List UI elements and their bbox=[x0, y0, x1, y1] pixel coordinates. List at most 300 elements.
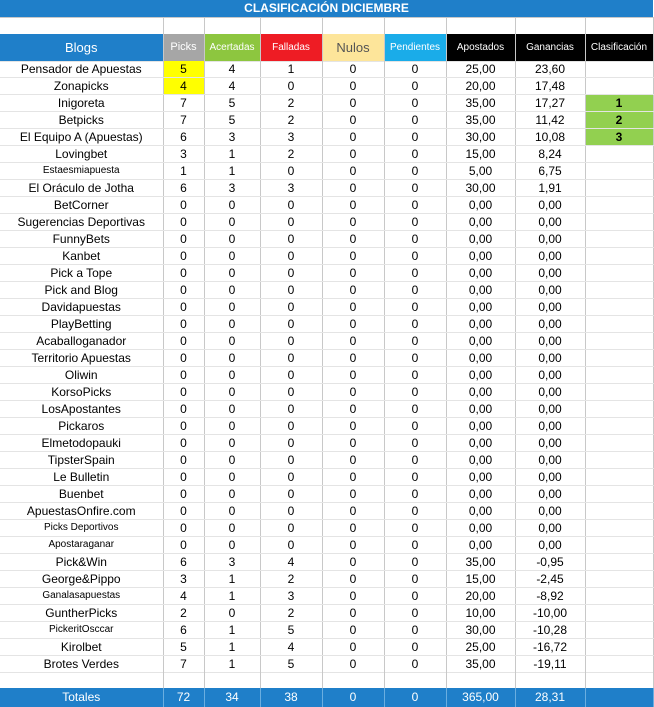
cell-blog[interactable]: Davidapuestas bbox=[0, 299, 163, 316]
cell-apostados[interactable]: 20,00 bbox=[446, 78, 515, 95]
cell-falladas[interactable]: 0 bbox=[260, 435, 322, 452]
cell-apostados[interactable]: 0,00 bbox=[446, 384, 515, 401]
cell-nulos[interactable]: 0 bbox=[322, 605, 384, 622]
cell-pendientes[interactable]: 0 bbox=[384, 571, 446, 588]
cell-blog[interactable]: PlayBetting bbox=[0, 316, 163, 333]
cell-clasificacion[interactable] bbox=[585, 486, 653, 503]
cell-clasificacion[interactable] bbox=[585, 520, 653, 537]
cell-nulos[interactable]: 0 bbox=[322, 588, 384, 605]
cell-pendientes[interactable]: 0 bbox=[384, 163, 446, 180]
cell-ganancias[interactable]: 0,00 bbox=[515, 469, 585, 486]
cell-acertadas[interactable]: 0 bbox=[204, 214, 260, 231]
cell-pendientes[interactable]: 0 bbox=[384, 537, 446, 554]
cell-falladas[interactable]: 0 bbox=[260, 78, 322, 95]
cell-acertadas[interactable]: 0 bbox=[204, 316, 260, 333]
cell-picks[interactable]: 0 bbox=[163, 520, 204, 537]
cell-falladas[interactable]: 0 bbox=[260, 367, 322, 384]
cell-pendientes[interactable]: 0 bbox=[384, 316, 446, 333]
cell-ganancias[interactable]: -19,11 bbox=[515, 656, 585, 673]
cell-pendientes[interactable]: 0 bbox=[384, 112, 446, 129]
cell-pendientes[interactable]: 0 bbox=[384, 95, 446, 112]
cell-acertadas[interactable]: 3 bbox=[204, 180, 260, 197]
cell-pendientes[interactable]: 0 bbox=[384, 146, 446, 163]
cell-clasificacion[interactable] bbox=[585, 469, 653, 486]
cell-picks[interactable]: 0 bbox=[163, 435, 204, 452]
cell-nulos[interactable]: 0 bbox=[322, 95, 384, 112]
cell-acertadas[interactable]: 0 bbox=[204, 486, 260, 503]
cell-blog[interactable]: Betpicks bbox=[0, 112, 163, 129]
cell-nulos[interactable]: 0 bbox=[322, 554, 384, 571]
cell-blog[interactable]: Ganalasapuestas bbox=[0, 588, 163, 605]
cell-blog[interactable]: Pick and Blog bbox=[0, 282, 163, 299]
cell-clasificacion[interactable] bbox=[585, 452, 653, 469]
cell-pendientes[interactable]: 0 bbox=[384, 469, 446, 486]
cell-clasificacion[interactable] bbox=[585, 401, 653, 418]
cell-ganancias[interactable]: 0,00 bbox=[515, 231, 585, 248]
cell-pendientes[interactable]: 0 bbox=[384, 180, 446, 197]
cell-acertadas[interactable]: 4 bbox=[204, 78, 260, 95]
cell-clasificacion[interactable] bbox=[585, 656, 653, 673]
cell-acertadas[interactable]: 1 bbox=[204, 163, 260, 180]
cell-ganancias[interactable]: 8,24 bbox=[515, 146, 585, 163]
cell-apostados[interactable]: 0,00 bbox=[446, 469, 515, 486]
cell-pendientes[interactable]: 0 bbox=[384, 282, 446, 299]
cell-nulos[interactable]: 0 bbox=[322, 180, 384, 197]
totals-apostados[interactable]: 365,00 bbox=[446, 688, 515, 707]
cell-acertadas[interactable]: 0 bbox=[204, 384, 260, 401]
cell-ganancias[interactable]: 23,60 bbox=[515, 61, 585, 78]
cell-acertadas[interactable]: 0 bbox=[204, 299, 260, 316]
cell-falladas[interactable]: 2 bbox=[260, 146, 322, 163]
cell-clasificacion[interactable] bbox=[585, 248, 653, 265]
cell-acertadas[interactable]: 1 bbox=[204, 588, 260, 605]
header-acertadas[interactable]: Acertadas bbox=[204, 34, 260, 62]
cell-blog[interactable]: Sugerencias Deportivas bbox=[0, 214, 163, 231]
cell-apostados[interactable]: 30,00 bbox=[446, 622, 515, 639]
cell-apostados[interactable]: 0,00 bbox=[446, 435, 515, 452]
cell-picks[interactable]: 0 bbox=[163, 333, 204, 350]
cell-ganancias[interactable]: -8,92 bbox=[515, 588, 585, 605]
cell-apostados[interactable]: 35,00 bbox=[446, 554, 515, 571]
cell-ganancias[interactable]: 0,00 bbox=[515, 452, 585, 469]
cell-ganancias[interactable]: 0,00 bbox=[515, 435, 585, 452]
cell-ganancias[interactable]: 1,91 bbox=[515, 180, 585, 197]
cell-ganancias[interactable]: 6,75 bbox=[515, 163, 585, 180]
cell-blog[interactable]: Le Bulletin bbox=[0, 469, 163, 486]
cell-falladas[interactable]: 3 bbox=[260, 129, 322, 146]
cell-acertadas[interactable]: 0 bbox=[204, 418, 260, 435]
cell-picks[interactable]: 0 bbox=[163, 418, 204, 435]
cell-blog[interactable]: BetCorner bbox=[0, 197, 163, 214]
cell-picks[interactable]: 0 bbox=[163, 265, 204, 282]
cell-nulos[interactable]: 0 bbox=[322, 520, 384, 537]
cell-nulos[interactable]: 0 bbox=[322, 248, 384, 265]
cell-acertadas[interactable]: 0 bbox=[204, 350, 260, 367]
cell-clasificacion[interactable] bbox=[585, 367, 653, 384]
cell-ganancias[interactable]: 0,00 bbox=[515, 503, 585, 520]
cell-apostados[interactable]: 5,00 bbox=[446, 163, 515, 180]
cell-apostados[interactable]: 10,00 bbox=[446, 605, 515, 622]
cell-apostados[interactable]: 0,00 bbox=[446, 486, 515, 503]
cell-ganancias[interactable]: 0,00 bbox=[515, 197, 585, 214]
cell-acertadas[interactable]: 4 bbox=[204, 61, 260, 78]
cell-clasificacion[interactable] bbox=[585, 503, 653, 520]
cell-nulos[interactable]: 0 bbox=[322, 231, 384, 248]
cell-nulos[interactable]: 0 bbox=[322, 333, 384, 350]
cell-clasificacion[interactable] bbox=[585, 639, 653, 656]
cell-nulos[interactable]: 0 bbox=[322, 129, 384, 146]
cell-picks[interactable]: 2 bbox=[163, 605, 204, 622]
cell-nulos[interactable]: 0 bbox=[322, 435, 384, 452]
cell-apostados[interactable]: 0,00 bbox=[446, 214, 515, 231]
cell-blog[interactable]: Territorio Apuestas bbox=[0, 350, 163, 367]
cell-nulos[interactable]: 0 bbox=[322, 146, 384, 163]
cell-picks[interactable]: 0 bbox=[163, 214, 204, 231]
cell-ganancias[interactable]: 0,00 bbox=[515, 333, 585, 350]
cell-blog[interactable]: El Equipo A (Apuestas) bbox=[0, 129, 163, 146]
cell-falladas[interactable]: 0 bbox=[260, 537, 322, 554]
cell-acertadas[interactable]: 0 bbox=[204, 197, 260, 214]
cell-acertadas[interactable]: 0 bbox=[204, 248, 260, 265]
totals-nulos[interactable]: 0 bbox=[322, 688, 384, 707]
cell-clasificacion[interactable] bbox=[585, 333, 653, 350]
cell-picks[interactable]: 0 bbox=[163, 384, 204, 401]
cell-picks[interactable]: 7 bbox=[163, 656, 204, 673]
cell-falladas[interactable]: 0 bbox=[260, 452, 322, 469]
cell-picks[interactable]: 0 bbox=[163, 401, 204, 418]
cell-picks[interactable]: 1 bbox=[163, 163, 204, 180]
cell-blog[interactable]: Brotes Verdes bbox=[0, 656, 163, 673]
cell-acertadas[interactable]: 1 bbox=[204, 622, 260, 639]
cell-clasificacion[interactable] bbox=[585, 571, 653, 588]
cell-picks[interactable]: 0 bbox=[163, 537, 204, 554]
cell-apostados[interactable]: 30,00 bbox=[446, 180, 515, 197]
cell-ganancias[interactable]: 0,00 bbox=[515, 350, 585, 367]
cell-blog[interactable]: ApuestasOnfire.com bbox=[0, 503, 163, 520]
cell-nulos[interactable]: 0 bbox=[322, 452, 384, 469]
cell-nulos[interactable]: 0 bbox=[322, 214, 384, 231]
cell-blog[interactable]: Picks Deportivos bbox=[0, 520, 163, 537]
cell-pendientes[interactable]: 0 bbox=[384, 452, 446, 469]
cell-blog[interactable]: Lovingbet bbox=[0, 146, 163, 163]
cell-picks[interactable]: 6 bbox=[163, 554, 204, 571]
cell-apostados[interactable]: 0,00 bbox=[446, 401, 515, 418]
cell-nulos[interactable]: 0 bbox=[322, 639, 384, 656]
cell-acertadas[interactable]: 0 bbox=[204, 537, 260, 554]
cell-picks[interactable]: 0 bbox=[163, 282, 204, 299]
cell-nulos[interactable]: 0 bbox=[322, 486, 384, 503]
cell-picks[interactable]: 6 bbox=[163, 129, 204, 146]
cell-falladas[interactable]: 0 bbox=[260, 214, 322, 231]
cell-acertadas[interactable]: 5 bbox=[204, 95, 260, 112]
cell-blog[interactable]: Elmetodopauki bbox=[0, 435, 163, 452]
cell-picks[interactable]: 0 bbox=[163, 367, 204, 384]
cell-nulos[interactable]: 0 bbox=[322, 622, 384, 639]
cell-nulos[interactable]: 0 bbox=[322, 299, 384, 316]
cell-blog[interactable]: TipsterSpain bbox=[0, 452, 163, 469]
cell-pendientes[interactable]: 0 bbox=[384, 197, 446, 214]
cell-falladas[interactable]: 4 bbox=[260, 554, 322, 571]
cell-picks[interactable]: 5 bbox=[163, 639, 204, 656]
cell-ganancias[interactable]: 0,00 bbox=[515, 265, 585, 282]
cell-acertadas[interactable]: 3 bbox=[204, 129, 260, 146]
cell-ganancias[interactable]: 0,00 bbox=[515, 486, 585, 503]
cell-picks[interactable]: 3 bbox=[163, 146, 204, 163]
cell-nulos[interactable]: 0 bbox=[322, 571, 384, 588]
cell-picks[interactable]: 0 bbox=[163, 299, 204, 316]
cell-ganancias[interactable]: 17,27 bbox=[515, 95, 585, 112]
cell-picks[interactable]: 0 bbox=[163, 231, 204, 248]
cell-acertadas[interactable]: 1 bbox=[204, 656, 260, 673]
cell-falladas[interactable]: 0 bbox=[260, 231, 322, 248]
cell-ganancias[interactable]: -0,95 bbox=[515, 554, 585, 571]
cell-falladas[interactable]: 0 bbox=[260, 418, 322, 435]
cell-apostados[interactable]: 15,00 bbox=[446, 146, 515, 163]
cell-pendientes[interactable]: 0 bbox=[384, 639, 446, 656]
cell-falladas[interactable]: 0 bbox=[260, 520, 322, 537]
cell-ganancias[interactable]: 0,00 bbox=[515, 214, 585, 231]
cell-apostados[interactable]: 0,00 bbox=[446, 231, 515, 248]
cell-clasificacion[interactable] bbox=[585, 418, 653, 435]
cell-apostados[interactable]: 35,00 bbox=[446, 112, 515, 129]
cell-nulos[interactable]: 0 bbox=[322, 418, 384, 435]
cell-falladas[interactable]: 0 bbox=[260, 469, 322, 486]
cell-blog[interactable]: Kanbet bbox=[0, 248, 163, 265]
cell-blog[interactable]: George&Pippo bbox=[0, 571, 163, 588]
cell-picks[interactable]: 5 bbox=[163, 61, 204, 78]
cell-acertadas[interactable]: 0 bbox=[204, 605, 260, 622]
cell-nulos[interactable]: 0 bbox=[322, 197, 384, 214]
cell-pendientes[interactable]: 0 bbox=[384, 486, 446, 503]
cell-apostados[interactable]: 0,00 bbox=[446, 316, 515, 333]
cell-pendientes[interactable]: 0 bbox=[384, 418, 446, 435]
cell-blog[interactable]: El Oráculo de Jotha bbox=[0, 180, 163, 197]
cell-acertadas[interactable]: 0 bbox=[204, 435, 260, 452]
cell-blog[interactable]: Pickaros bbox=[0, 418, 163, 435]
cell-pendientes[interactable]: 0 bbox=[384, 435, 446, 452]
cell-acertadas[interactable]: 0 bbox=[204, 469, 260, 486]
cell-pendientes[interactable]: 0 bbox=[384, 265, 446, 282]
cell-apostados[interactable]: 0,00 bbox=[446, 452, 515, 469]
cell-apostados[interactable]: 0,00 bbox=[446, 197, 515, 214]
cell-picks[interactable]: 4 bbox=[163, 588, 204, 605]
cell-nulos[interactable]: 0 bbox=[322, 61, 384, 78]
cell-apostados[interactable]: 20,00 bbox=[446, 588, 515, 605]
cell-blog[interactable]: Buenbet bbox=[0, 486, 163, 503]
cell-apostados[interactable]: 0,00 bbox=[446, 537, 515, 554]
cell-acertadas[interactable]: 0 bbox=[204, 333, 260, 350]
cell-acertadas[interactable]: 0 bbox=[204, 503, 260, 520]
cell-blog[interactable]: Pensador de Apuestas bbox=[0, 61, 163, 78]
cell-apostados[interactable]: 0,00 bbox=[446, 520, 515, 537]
header-nulos[interactable]: Nulos bbox=[322, 34, 384, 62]
cell-falladas[interactable]: 3 bbox=[260, 588, 322, 605]
cell-clasificacion[interactable] bbox=[585, 282, 653, 299]
cell-acertadas[interactable]: 0 bbox=[204, 520, 260, 537]
cell-apostados[interactable]: 0,00 bbox=[446, 282, 515, 299]
cell-acertadas[interactable]: 1 bbox=[204, 146, 260, 163]
cell-clasificacion[interactable] bbox=[585, 265, 653, 282]
cell-falladas[interactable]: 0 bbox=[260, 316, 322, 333]
cell-acertadas[interactable]: 0 bbox=[204, 231, 260, 248]
totals-acertadas[interactable]: 34 bbox=[204, 688, 260, 707]
cell-pendientes[interactable]: 0 bbox=[384, 333, 446, 350]
cell-clasificacion[interactable] bbox=[585, 146, 653, 163]
header-falladas[interactable]: Falladas bbox=[260, 34, 322, 62]
cell-pendientes[interactable]: 0 bbox=[384, 520, 446, 537]
cell-apostados[interactable]: 30,00 bbox=[446, 129, 515, 146]
cell-nulos[interactable]: 0 bbox=[322, 367, 384, 384]
cell-apostados[interactable]: 0,00 bbox=[446, 418, 515, 435]
cell-clasificacion[interactable] bbox=[585, 588, 653, 605]
cell-apostados[interactable]: 25,00 bbox=[446, 61, 515, 78]
cell-nulos[interactable]: 0 bbox=[322, 78, 384, 95]
cell-falladas[interactable]: 0 bbox=[260, 333, 322, 350]
cell-blog[interactable]: Pick&Win bbox=[0, 554, 163, 571]
cell-ganancias[interactable]: 0,00 bbox=[515, 401, 585, 418]
cell-clasificacion[interactable] bbox=[585, 180, 653, 197]
cell-clasificacion[interactable] bbox=[585, 435, 653, 452]
cell-pendientes[interactable]: 0 bbox=[384, 299, 446, 316]
cell-ganancias[interactable]: 17,48 bbox=[515, 78, 585, 95]
cell-blog[interactable]: Zonapicks bbox=[0, 78, 163, 95]
cell-apostados[interactable]: 0,00 bbox=[446, 367, 515, 384]
cell-clasificacion[interactable]: 3 bbox=[585, 129, 653, 146]
cell-picks[interactable]: 6 bbox=[163, 622, 204, 639]
cell-picks[interactable]: 7 bbox=[163, 112, 204, 129]
cell-falladas[interactable]: 2 bbox=[260, 112, 322, 129]
cell-pendientes[interactable]: 0 bbox=[384, 248, 446, 265]
cell-clasificacion[interactable] bbox=[585, 61, 653, 78]
cell-nulos[interactable]: 0 bbox=[322, 163, 384, 180]
totals-clasificacion[interactable] bbox=[585, 688, 653, 707]
cell-pendientes[interactable]: 0 bbox=[384, 588, 446, 605]
cell-nulos[interactable]: 0 bbox=[322, 282, 384, 299]
cell-picks[interactable]: 3 bbox=[163, 571, 204, 588]
cell-pendientes[interactable]: 0 bbox=[384, 350, 446, 367]
header-blogs[interactable]: Blogs bbox=[0, 34, 163, 62]
cell-ganancias[interactable]: 0,00 bbox=[515, 384, 585, 401]
cell-nulos[interactable]: 0 bbox=[322, 265, 384, 282]
cell-apostados[interactable]: 25,00 bbox=[446, 639, 515, 656]
cell-ganancias[interactable]: 0,00 bbox=[515, 316, 585, 333]
cell-falladas[interactable]: 0 bbox=[260, 282, 322, 299]
cell-picks[interactable]: 0 bbox=[163, 197, 204, 214]
cell-falladas[interactable]: 0 bbox=[260, 163, 322, 180]
cell-picks[interactable]: 0 bbox=[163, 503, 204, 520]
cell-ganancias[interactable]: 0,00 bbox=[515, 537, 585, 554]
cell-falladas[interactable]: 0 bbox=[260, 299, 322, 316]
cell-falladas[interactable]: 4 bbox=[260, 639, 322, 656]
cell-clasificacion[interactable] bbox=[585, 231, 653, 248]
cell-pendientes[interactable]: 0 bbox=[384, 605, 446, 622]
cell-clasificacion[interactable]: 1 bbox=[585, 95, 653, 112]
cell-pendientes[interactable]: 0 bbox=[384, 78, 446, 95]
cell-apostados[interactable]: 15,00 bbox=[446, 571, 515, 588]
cell-picks[interactable]: 0 bbox=[163, 350, 204, 367]
cell-acertadas[interactable]: 0 bbox=[204, 401, 260, 418]
totals-pendientes[interactable]: 0 bbox=[384, 688, 446, 707]
cell-picks[interactable]: 0 bbox=[163, 248, 204, 265]
cell-apostados[interactable]: 0,00 bbox=[446, 265, 515, 282]
cell-picks[interactable]: 0 bbox=[163, 469, 204, 486]
cell-falladas[interactable]: 0 bbox=[260, 248, 322, 265]
cell-clasificacion[interactable]: 2 bbox=[585, 112, 653, 129]
cell-clasificacion[interactable] bbox=[585, 605, 653, 622]
header-apostados[interactable]: Apostados bbox=[446, 34, 515, 62]
cell-ganancias[interactable]: 11,42 bbox=[515, 112, 585, 129]
header-pendientes[interactable]: Pendientes bbox=[384, 34, 446, 62]
cell-nulos[interactable]: 0 bbox=[322, 656, 384, 673]
cell-apostados[interactable]: 35,00 bbox=[446, 95, 515, 112]
cell-nulos[interactable]: 0 bbox=[322, 537, 384, 554]
cell-nulos[interactable]: 0 bbox=[322, 401, 384, 418]
cell-ganancias[interactable]: 0,00 bbox=[515, 520, 585, 537]
cell-apostados[interactable]: 0,00 bbox=[446, 248, 515, 265]
cell-pendientes[interactable]: 0 bbox=[384, 554, 446, 571]
cell-falladas[interactable]: 3 bbox=[260, 180, 322, 197]
cell-picks[interactable]: 4 bbox=[163, 78, 204, 95]
cell-apostados[interactable]: 0,00 bbox=[446, 299, 515, 316]
cell-falladas[interactable]: 2 bbox=[260, 605, 322, 622]
cell-clasificacion[interactable] bbox=[585, 197, 653, 214]
cell-blog[interactable]: GuntherPicks bbox=[0, 605, 163, 622]
cell-falladas[interactable]: 2 bbox=[260, 571, 322, 588]
cell-pendientes[interactable]: 0 bbox=[384, 214, 446, 231]
cell-picks[interactable]: 7 bbox=[163, 95, 204, 112]
cell-ganancias[interactable]: 0,00 bbox=[515, 367, 585, 384]
cell-pendientes[interactable]: 0 bbox=[384, 656, 446, 673]
cell-clasificacion[interactable] bbox=[585, 214, 653, 231]
cell-acertadas[interactable]: 0 bbox=[204, 265, 260, 282]
cell-ganancias[interactable]: 0,00 bbox=[515, 299, 585, 316]
totals-label[interactable]: Totales bbox=[0, 688, 163, 707]
cell-blog[interactable]: PickeritOsccar bbox=[0, 622, 163, 639]
cell-pendientes[interactable]: 0 bbox=[384, 129, 446, 146]
cell-ganancias[interactable]: 0,00 bbox=[515, 282, 585, 299]
cell-blog[interactable]: Estaesmiapuesta bbox=[0, 163, 163, 180]
cell-falladas[interactable]: 0 bbox=[260, 265, 322, 282]
cell-falladas[interactable]: 0 bbox=[260, 486, 322, 503]
header-picks[interactable]: Picks bbox=[163, 34, 204, 62]
cell-blog[interactable]: Kirolbet bbox=[0, 639, 163, 656]
cell-clasificacion[interactable] bbox=[585, 163, 653, 180]
cell-clasificacion[interactable] bbox=[585, 350, 653, 367]
cell-acertadas[interactable]: 1 bbox=[204, 639, 260, 656]
cell-acertadas[interactable]: 0 bbox=[204, 452, 260, 469]
cell-pendientes[interactable]: 0 bbox=[384, 503, 446, 520]
cell-pendientes[interactable]: 0 bbox=[384, 622, 446, 639]
cell-acertadas[interactable]: 0 bbox=[204, 367, 260, 384]
cell-clasificacion[interactable] bbox=[585, 537, 653, 554]
cell-apostados[interactable]: 0,00 bbox=[446, 503, 515, 520]
cell-clasificacion[interactable] bbox=[585, 78, 653, 95]
cell-pendientes[interactable]: 0 bbox=[384, 231, 446, 248]
totals-falladas[interactable]: 38 bbox=[260, 688, 322, 707]
totals-ganancias[interactable]: 28,31 bbox=[515, 688, 585, 707]
cell-blog[interactable]: Apostaraganar bbox=[0, 537, 163, 554]
cell-pendientes[interactable]: 0 bbox=[384, 61, 446, 78]
cell-pendientes[interactable]: 0 bbox=[384, 401, 446, 418]
cell-ganancias[interactable]: 0,00 bbox=[515, 418, 585, 435]
cell-falladas[interactable]: 0 bbox=[260, 350, 322, 367]
cell-clasificacion[interactable] bbox=[585, 299, 653, 316]
cell-falladas[interactable]: 0 bbox=[260, 503, 322, 520]
cell-blog[interactable]: LosApostantes bbox=[0, 401, 163, 418]
cell-picks[interactable]: 0 bbox=[163, 452, 204, 469]
cell-acertadas[interactable]: 0 bbox=[204, 282, 260, 299]
cell-apostados[interactable]: 0,00 bbox=[446, 350, 515, 367]
